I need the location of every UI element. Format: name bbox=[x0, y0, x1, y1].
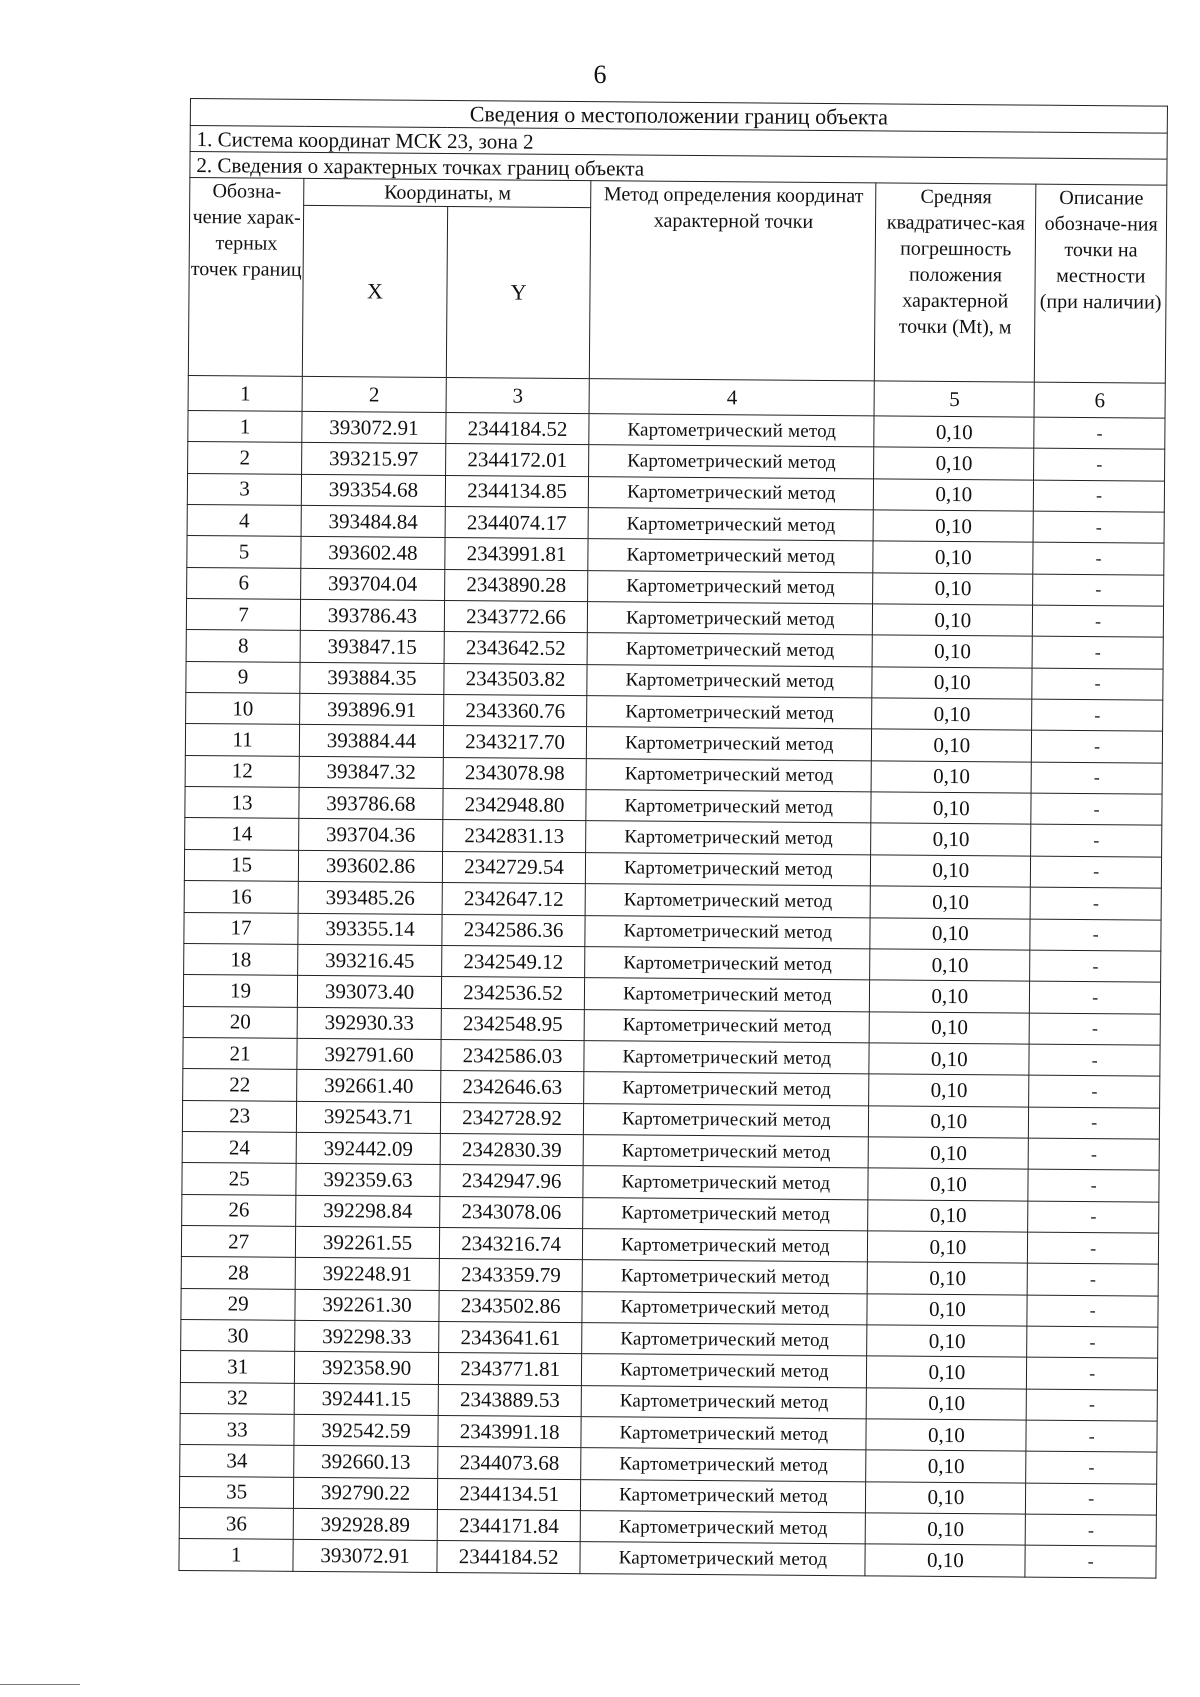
point-number-cell: 3 bbox=[187, 473, 301, 505]
method-cell: Картометрический метод bbox=[581, 1417, 866, 1451]
point-number-cell: 21 bbox=[183, 1037, 297, 1069]
table-row bbox=[179, 1539, 1156, 1578]
y-coordinate-cell: 2342549.12 bbox=[441, 945, 585, 977]
description-cell: - bbox=[1030, 919, 1161, 951]
method-cell: Картометрический метод bbox=[584, 1072, 869, 1106]
description-cell: - bbox=[1034, 448, 1165, 480]
accuracy-cell: 0,10 bbox=[865, 1544, 1025, 1577]
accuracy-cell: 0,10 bbox=[868, 1199, 1028, 1232]
y-coordinate-cell: 2342947.96 bbox=[440, 1165, 584, 1197]
description-cell: - bbox=[1028, 1138, 1159, 1170]
point-number-cell: 10 bbox=[186, 693, 300, 725]
description-cell: - bbox=[1031, 825, 1162, 857]
description-cell: - bbox=[1033, 574, 1164, 606]
description-cell: - bbox=[1031, 762, 1162, 794]
method-cell: Картометрический метод bbox=[587, 727, 872, 761]
accuracy-cell: 0,10 bbox=[872, 729, 1032, 762]
accuracy-cell: 0,10 bbox=[873, 541, 1033, 574]
accuracy-cell: 0,10 bbox=[872, 667, 1032, 700]
description-cell: - bbox=[1031, 793, 1162, 825]
y-coordinate-cell: 2342728.92 bbox=[440, 1102, 584, 1134]
accuracy-cell: 0,10 bbox=[866, 1482, 1026, 1515]
column-number: 3 bbox=[446, 378, 590, 414]
point-number-cell: 26 bbox=[182, 1194, 296, 1226]
point-number-cell: 24 bbox=[182, 1131, 296, 1163]
x-coordinate-cell: 392791.60 bbox=[297, 1038, 441, 1070]
point-number-cell: 20 bbox=[183, 1006, 297, 1038]
point-number-cell: 15 bbox=[184, 849, 298, 881]
y-coordinate-cell: 2344073.68 bbox=[437, 1447, 581, 1479]
description-cell: - bbox=[1027, 1295, 1158, 1327]
x-coordinate-cell: 392298.33 bbox=[295, 1320, 439, 1352]
x-coordinate-cell: 393786.43 bbox=[301, 599, 445, 631]
y-coordinate-cell: 2342647.12 bbox=[442, 883, 586, 915]
accuracy-cell: 0,10 bbox=[870, 917, 1030, 950]
method-cell: Картометрический метод bbox=[586, 758, 871, 792]
x-coordinate-cell: 392928.89 bbox=[293, 1508, 437, 1540]
column-number: 1 bbox=[188, 375, 302, 411]
method-cell: Картометрический метод bbox=[582, 1323, 867, 1357]
point-number-cell: 27 bbox=[181, 1225, 295, 1257]
point-number-cell: 1 bbox=[188, 410, 302, 442]
x-coordinate-cell: 393847.15 bbox=[300, 631, 444, 663]
y-coordinate-cell: 2342586.03 bbox=[441, 1039, 585, 1071]
point-number-cell: 22 bbox=[183, 1069, 297, 1101]
y-coordinate-cell: 2343991.18 bbox=[438, 1415, 582, 1447]
point-number-cell: 16 bbox=[184, 881, 298, 913]
x-coordinate-cell: 393786.68 bbox=[299, 788, 443, 820]
point-number-cell: 7 bbox=[186, 599, 300, 631]
description-cell: - bbox=[1027, 1357, 1158, 1389]
x-coordinate-cell: 393216.45 bbox=[298, 944, 442, 976]
method-cell: Картометрический метод bbox=[585, 915, 870, 949]
point-number-cell: 1 bbox=[179, 1539, 293, 1571]
column-number: 5 bbox=[874, 381, 1034, 417]
point-number-cell: 8 bbox=[186, 630, 300, 662]
boundary-sheet bbox=[178, 98, 1168, 1578]
method-cell: Картометрический метод bbox=[582, 1385, 867, 1419]
accuracy-cell: 0,10 bbox=[873, 510, 1033, 543]
description-cell: - bbox=[1032, 637, 1163, 669]
x-coordinate-cell: 393602.48 bbox=[301, 537, 445, 569]
method-cell: Картометрический метод bbox=[587, 696, 872, 730]
method-cell: Картометрический метод bbox=[581, 1448, 866, 1482]
header-coordinates: Координаты, м bbox=[304, 178, 591, 207]
method-cell: Картометрический метод bbox=[587, 664, 872, 698]
method-cell: Картометрический метод bbox=[586, 821, 871, 855]
method-cell: Картометрический метод bbox=[580, 1542, 865, 1576]
x-coordinate-cell: 392442.09 bbox=[296, 1132, 440, 1164]
description-cell: - bbox=[1028, 1232, 1159, 1264]
column-number: 2 bbox=[302, 376, 446, 412]
y-coordinate-cell: 2343078.06 bbox=[439, 1196, 583, 1228]
accuracy-cell: 0,10 bbox=[871, 823, 1031, 856]
y-coordinate-cell: 2343502.86 bbox=[439, 1290, 583, 1322]
method-cell: Картометрический метод bbox=[585, 978, 870, 1012]
description-cell: - bbox=[1032, 699, 1163, 731]
description-cell: - bbox=[1029, 1107, 1160, 1139]
y-coordinate-cell: 2344074.17 bbox=[445, 507, 589, 539]
accuracy-cell: 0,10 bbox=[871, 886, 1031, 919]
point-number-cell: 36 bbox=[179, 1507, 293, 1539]
header-y: Y bbox=[446, 207, 591, 379]
x-coordinate-cell: 392441.15 bbox=[294, 1383, 438, 1415]
x-coordinate-cell: 393847.32 bbox=[299, 756, 443, 788]
x-coordinate-cell: 393896.91 bbox=[300, 693, 444, 725]
y-coordinate-cell: 2344172.01 bbox=[445, 444, 589, 476]
point-number-cell: 17 bbox=[184, 912, 298, 944]
table-body bbox=[179, 410, 1165, 1577]
x-coordinate-cell: 393602.86 bbox=[299, 850, 443, 882]
point-number-cell: 28 bbox=[181, 1257, 295, 1289]
x-coordinate-cell: 393485.26 bbox=[298, 882, 442, 914]
accuracy-cell: 0,10 bbox=[871, 792, 1031, 825]
point-number-cell: 25 bbox=[182, 1163, 296, 1195]
accuracy-cell: 0,10 bbox=[867, 1356, 1027, 1389]
x-coordinate-cell: 393215.97 bbox=[302, 443, 446, 475]
accuracy-cell: 0,10 bbox=[869, 1074, 1029, 1107]
y-coordinate-cell: 2344134.85 bbox=[445, 475, 589, 507]
method-cell: Картометрический метод bbox=[582, 1354, 867, 1388]
y-coordinate-cell: 2342536.52 bbox=[441, 977, 585, 1009]
y-coordinate-cell: 2343078.98 bbox=[443, 757, 587, 789]
accuracy-cell: 0,10 bbox=[866, 1513, 1026, 1546]
method-cell: Картометрический метод bbox=[581, 1479, 866, 1513]
method-cell: Картометрический метод bbox=[586, 852, 871, 886]
accuracy-cell: 0,10 bbox=[873, 604, 1033, 637]
y-coordinate-cell: 2342831.13 bbox=[442, 820, 586, 852]
accuracy-cell: 0,10 bbox=[872, 698, 1032, 731]
point-number-cell: 31 bbox=[180, 1351, 294, 1383]
description-cell: - bbox=[1030, 950, 1161, 982]
method-cell: Картометрический метод bbox=[583, 1229, 868, 1263]
point-number-cell: 34 bbox=[180, 1445, 294, 1477]
x-coordinate-cell: 392261.30 bbox=[295, 1289, 439, 1321]
accuracy-cell: 0,10 bbox=[867, 1388, 1027, 1421]
method-cell: Картометрический метод bbox=[581, 1511, 866, 1545]
description-cell: - bbox=[1029, 1044, 1160, 1076]
scan-edge-mark bbox=[0, 1684, 80, 1685]
method-cell: Картометрический метод bbox=[589, 414, 874, 448]
y-coordinate-cell: 2343991.81 bbox=[445, 538, 589, 570]
y-coordinate-cell: 2343771.81 bbox=[438, 1353, 582, 1385]
x-coordinate-cell: 392298.84 bbox=[296, 1195, 440, 1227]
x-coordinate-cell: 392543.71 bbox=[297, 1101, 441, 1133]
accuracy-cell: 0,10 bbox=[867, 1325, 1027, 1358]
method-cell: Картометрический метод bbox=[585, 1009, 870, 1043]
x-coordinate-cell: 393354.68 bbox=[302, 474, 446, 506]
method-cell: Картометрический метод bbox=[584, 1135, 869, 1169]
point-number-cell: 4 bbox=[187, 505, 301, 537]
column-number: 4 bbox=[589, 379, 874, 416]
y-coordinate-cell: 2343641.61 bbox=[438, 1321, 582, 1353]
description-cell: - bbox=[1034, 417, 1165, 449]
x-coordinate-cell: 392660.13 bbox=[294, 1446, 438, 1478]
point-number-cell: 35 bbox=[179, 1476, 293, 1508]
method-cell: Картометрический метод bbox=[584, 1103, 869, 1137]
accuracy-cell: 0,10 bbox=[872, 635, 1032, 668]
description-cell: - bbox=[1025, 1545, 1156, 1577]
x-coordinate-cell: 393704.36 bbox=[299, 819, 443, 851]
boundary-points-table bbox=[178, 98, 1168, 1578]
method-cell: Картометрический метод bbox=[588, 570, 873, 604]
point-number-cell: 9 bbox=[186, 661, 300, 693]
point-number-cell: 32 bbox=[180, 1382, 294, 1414]
method-cell: Картометрический метод bbox=[589, 476, 874, 510]
x-coordinate-cell: 392930.33 bbox=[297, 1007, 441, 1039]
y-coordinate-cell: 2342948.80 bbox=[443, 789, 587, 821]
description-cell: - bbox=[1032, 668, 1163, 700]
y-coordinate-cell: 2343216.74 bbox=[439, 1227, 583, 1259]
description-cell: - bbox=[1029, 1013, 1160, 1045]
description-cell: - bbox=[1033, 605, 1164, 637]
point-number-cell: 13 bbox=[185, 787, 299, 819]
description-cell: - bbox=[1030, 981, 1161, 1013]
accuracy-cell: 0,10 bbox=[870, 1011, 1030, 1044]
header-accuracy: Средняя квадратичес-кая погрешность положения характерной точки (Mt), м bbox=[875, 183, 1036, 382]
accuracy-cell: 0,10 bbox=[868, 1262, 1028, 1295]
description-cell: - bbox=[1026, 1483, 1157, 1515]
description-cell: - bbox=[1032, 731, 1163, 763]
header-x: X bbox=[303, 205, 448, 377]
header-designation: Обозна-чение харак-терных точек границ bbox=[188, 178, 304, 377]
method-cell: Картометрический метод bbox=[583, 1260, 868, 1294]
accuracy-cell: 0,10 bbox=[866, 1450, 1026, 1483]
accuracy-cell: 0,10 bbox=[873, 573, 1033, 606]
description-cell: - bbox=[1027, 1326, 1158, 1358]
method-cell: Картометрический метод bbox=[587, 633, 872, 667]
accuracy-cell: 0,10 bbox=[868, 1168, 1028, 1201]
method-cell: Картометрический метод bbox=[583, 1166, 868, 1200]
point-number-cell: 12 bbox=[185, 755, 299, 787]
method-cell: Картометрический метод bbox=[584, 1041, 869, 1075]
description-cell: - bbox=[1026, 1451, 1157, 1483]
x-coordinate-cell: 393072.91 bbox=[302, 411, 446, 443]
accuracy-cell: 0,10 bbox=[870, 949, 1030, 982]
y-coordinate-cell: 2344171.84 bbox=[437, 1510, 581, 1542]
accuracy-cell: 0,10 bbox=[868, 1231, 1028, 1264]
point-number-cell: 23 bbox=[182, 1100, 296, 1132]
description-cell: - bbox=[1028, 1169, 1159, 1201]
y-coordinate-cell: 2343217.70 bbox=[443, 726, 587, 758]
description-cell: - bbox=[1028, 1201, 1159, 1233]
y-coordinate-cell: 2344134.51 bbox=[437, 1478, 581, 1510]
method-cell: Картометрический метод bbox=[586, 884, 871, 918]
description-cell: - bbox=[1033, 511, 1164, 543]
point-number-cell: 6 bbox=[187, 567, 301, 599]
method-cell: Картометрический метод bbox=[585, 946, 870, 980]
description-cell: - bbox=[1026, 1420, 1157, 1452]
point-number-cell: 33 bbox=[180, 1413, 294, 1445]
column-number: 6 bbox=[1034, 382, 1165, 418]
description-cell: - bbox=[1033, 543, 1164, 575]
y-coordinate-cell: 2343503.82 bbox=[444, 663, 588, 695]
y-coordinate-cell: 2343890.28 bbox=[444, 569, 588, 601]
x-coordinate-cell: 392358.90 bbox=[295, 1352, 439, 1384]
y-coordinate-cell: 2343772.66 bbox=[444, 601, 588, 633]
x-coordinate-cell: 393704.04 bbox=[301, 568, 445, 600]
header-method: Метод определения координат характерной точки bbox=[590, 181, 877, 381]
description-cell: - bbox=[1027, 1263, 1158, 1295]
x-coordinate-cell: 393484.84 bbox=[301, 505, 445, 537]
description-cell: - bbox=[1031, 856, 1162, 888]
accuracy-cell: 0,10 bbox=[867, 1293, 1027, 1326]
description-cell: - bbox=[1025, 1514, 1156, 1546]
method-cell: Картометрический метод bbox=[588, 602, 873, 636]
point-number-cell: 18 bbox=[184, 943, 298, 975]
accuracy-cell: 0,10 bbox=[869, 1043, 1029, 1076]
page-number: 6 bbox=[593, 60, 607, 89]
accuracy-cell: 0,10 bbox=[869, 1137, 1029, 1170]
accuracy-cell: 0,10 bbox=[871, 855, 1031, 888]
y-coordinate-cell: 2342646.63 bbox=[440, 1071, 584, 1103]
x-coordinate-cell: 393355.14 bbox=[298, 913, 442, 945]
description-cell: - bbox=[1034, 480, 1165, 512]
x-coordinate-cell: 392542.59 bbox=[294, 1414, 438, 1446]
accuracy-cell: 0,10 bbox=[874, 416, 1034, 449]
description-cell: - bbox=[1026, 1389, 1157, 1421]
description-cell: - bbox=[1029, 1075, 1160, 1107]
y-coordinate-cell: 2343889.53 bbox=[438, 1384, 582, 1416]
x-coordinate-cell: 393884.44 bbox=[300, 725, 444, 757]
accuracy-cell: 0,10 bbox=[866, 1419, 1026, 1452]
accuracy-cell: 0,10 bbox=[869, 1105, 1029, 1138]
point-number-cell: 5 bbox=[187, 536, 301, 568]
x-coordinate-cell: 392661.40 bbox=[297, 1070, 441, 1102]
table-title: Сведения о местоположении границ объекта bbox=[190, 99, 1167, 134]
y-coordinate-cell: 2344184.52 bbox=[446, 413, 590, 445]
y-coordinate-cell: 2342729.54 bbox=[442, 851, 586, 883]
method-cell: Картометрический метод bbox=[589, 445, 874, 479]
x-coordinate-cell: 392261.55 bbox=[296, 1226, 440, 1258]
x-coordinate-cell: 393884.35 bbox=[300, 662, 444, 694]
y-coordinate-cell: 2344184.52 bbox=[437, 1541, 581, 1573]
accuracy-cell: 0,10 bbox=[870, 980, 1030, 1013]
x-coordinate-cell: 392248.91 bbox=[295, 1258, 439, 1290]
x-coordinate-cell: 393072.91 bbox=[293, 1540, 437, 1572]
x-coordinate-cell: 392359.63 bbox=[296, 1164, 440, 1196]
header-description: Описание обозначе-ния точки на местности (при наличии) bbox=[1035, 184, 1167, 383]
point-number-cell: 30 bbox=[181, 1319, 295, 1351]
coord-system-text: 1. Система координат МСК 23, зона 2 bbox=[190, 126, 1167, 160]
y-coordinate-cell: 2342548.95 bbox=[441, 1008, 585, 1040]
point-number-cell: 14 bbox=[185, 818, 299, 850]
point-number-cell: 2 bbox=[188, 442, 302, 474]
method-cell: Картометрический метод bbox=[588, 508, 873, 542]
method-cell: Картометрический метод bbox=[583, 1197, 868, 1231]
y-coordinate-cell: 2342586.36 bbox=[442, 914, 586, 946]
section-text: 2. Сведения о характерных точках границ объекта bbox=[190, 152, 1167, 186]
y-coordinate-cell: 2342830.39 bbox=[440, 1133, 584, 1165]
point-number-cell: 19 bbox=[183, 975, 297, 1007]
y-coordinate-cell: 2343359.79 bbox=[439, 1259, 583, 1291]
y-coordinate-cell: 2343360.76 bbox=[443, 695, 587, 727]
point-number-cell: 29 bbox=[181, 1288, 295, 1320]
method-cell: Картометрический метод bbox=[586, 790, 871, 824]
method-cell: Картометрический метод bbox=[588, 539, 873, 573]
x-coordinate-cell: 393073.40 bbox=[298, 976, 442, 1008]
description-cell: - bbox=[1030, 887, 1161, 919]
method-cell: Картометрический метод bbox=[582, 1291, 867, 1325]
y-coordinate-cell: 2343642.52 bbox=[444, 632, 588, 664]
x-coordinate-cell: 392790.22 bbox=[294, 1477, 438, 1509]
accuracy-cell: 0,10 bbox=[871, 761, 1031, 794]
point-number-cell: 11 bbox=[185, 724, 299, 756]
accuracy-cell: 0,10 bbox=[874, 479, 1034, 512]
accuracy-cell: 0,10 bbox=[874, 447, 1034, 480]
